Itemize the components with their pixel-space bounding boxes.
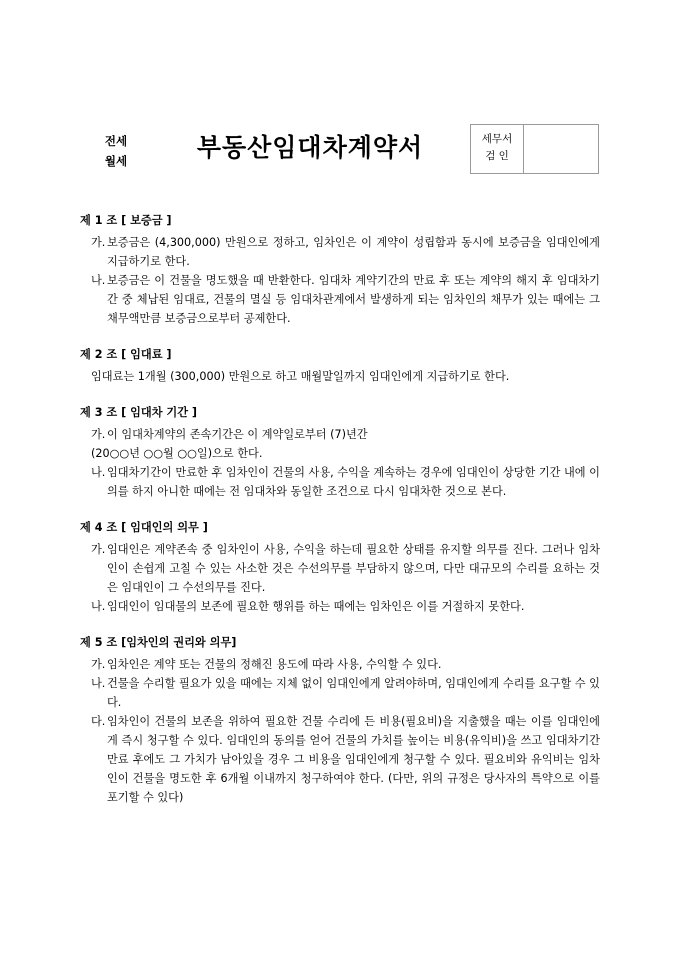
clause-marker: 나. <box>91 677 106 690</box>
article-text: 임대료는 1개월 (300,000) 만원으로 하고 매월말일까지 임대인에게 지급하기로 한다. <box>91 370 510 383</box>
article-4 <box>80 518 600 616</box>
tax-office-stamp-box <box>470 124 599 174</box>
article-title: 제 1 조 [ 보증금 ] <box>80 214 172 227</box>
clause <box>91 655 600 674</box>
stamp-area <box>524 125 598 173</box>
stamp-label-line-2: 검 인 <box>485 150 509 162</box>
article-3 <box>80 403 600 501</box>
clause <box>91 674 600 712</box>
document-title: 부동산임대차계약서 <box>196 133 424 162</box>
clause <box>91 425 600 444</box>
article-title: 제 2 조 [ 임대료 ] <box>80 348 172 361</box>
clause-text: 보증금은 (4,300,000) 만원으로 정하고, 임차인은 이 계약이 성립함과 동시에 보증금을 임대인에게 지급하기로 한다. <box>107 236 600 268</box>
article-title: 제 3 조 [ 임대차 기간 ] <box>80 406 198 419</box>
clause-marker: 가. <box>91 543 106 556</box>
contract-type-label <box>100 131 132 171</box>
lease-period-date: (20○○년 ○○월 ○○일)으로 한다. <box>91 447 263 460</box>
clause <box>91 597 600 616</box>
clause-marker: 가. <box>91 236 106 249</box>
clause <box>91 463 600 501</box>
clause-marker: 나. <box>91 274 106 287</box>
clause-marker: 다. <box>91 715 106 728</box>
clause-marker: 나. <box>91 600 106 613</box>
clause-text: 건물을 수리할 필요가 있을 때에는 지체 없이 임대인에게 알려야하며, 임대인에게 수리를 요구할 수 있다. <box>107 677 600 709</box>
clause <box>91 712 600 807</box>
article-title: 제 5 조 [임차인의 권리와 의무] <box>80 636 237 649</box>
clause-text: 임대인이 임대물의 보존에 필요한 행위를 하는 때에는 임차인은 이를 거절하지 못한다. <box>107 600 525 613</box>
article-title: 제 4 조 [ 임대인의 의무 ] <box>80 521 208 534</box>
clause-text: 임대인은 계약존속 중 임차인이 사용, 수익을 하는데 필요한 상태를 유지할 의무를 진다. 그러나 임차인이 손쉽게 고칠 수 있는 사소한 것은 수선의무를 부담하지 않으며, 다만 대규모의 수리를 요하는 것은 임대인이 그 수선의무를 진다. <box>107 543 600 594</box>
clause-marker: 나. <box>91 466 106 479</box>
article-1 <box>80 211 600 328</box>
clause <box>91 540 600 597</box>
type-wolse: 월세 <box>104 154 128 168</box>
type-jeonse: 전세 <box>104 134 128 148</box>
clause-marker: 가. <box>91 658 106 671</box>
article-5 <box>80 633 600 807</box>
clause-text: 보증금은 이 건물을 명도했을 때 반환한다. 임대차 계약기간의 만료 후 또는 계약의 해지 후 임대차기간 중 체납된 임대료, 건물의 멸실 등 임대차관계에서 발생하게 되는 임차인의 채무가 있는 때에는 그 채무액만큼 보증금으로부터 공제한다. <box>107 274 600 325</box>
clause <box>91 271 600 328</box>
contract-body <box>80 211 600 824</box>
clause-text: 임대차기간이 만료한 후 임차인이 건물의 사용, 수익을 계속하는 경우에 임대인이 상당한 기간 내에 이의를 하지 아니한 때에는 전 임대차와 동일한 조건으로 다시 임대차한 것으로 본다. <box>107 466 600 498</box>
stamp-label-line-1: 세무서 <box>481 133 513 145</box>
clause-marker: 가. <box>91 428 106 441</box>
clause-text: 임차인은 계약 또는 건물의 정해진 용도에 따라 사용, 수익할 수 있다. <box>107 658 442 671</box>
clause-text: 임차인이 건물의 보존을 위하여 필요한 건물 수리에 든 비용(필요비)을 지출했을 때는 이를 임대인에게 즉시 청구할 수 있다. 임대인의 동의를 얻어 건물의 가치를 높이는 비용(유익비)을 쓰고 임대차기간 만료 후에도 그 가치가 남아있을 경우 그 비용을 임대인에게 청구할 수 있다. 필요비와 유익비는 임차인이 건물을 명도한 후 6개월 이내까지 청구하여야 한다. (다만, 위의 규정은 당사자의 특약으로 이를 포기할 수 있다) <box>107 715 600 804</box>
stamp-label <box>471 125 524 173</box>
clause <box>91 233 600 271</box>
article-2 <box>80 345 600 386</box>
clause-text: 이 임대차계약의 존속기간은 이 계약일로부터 (7)년간 <box>107 428 368 441</box>
